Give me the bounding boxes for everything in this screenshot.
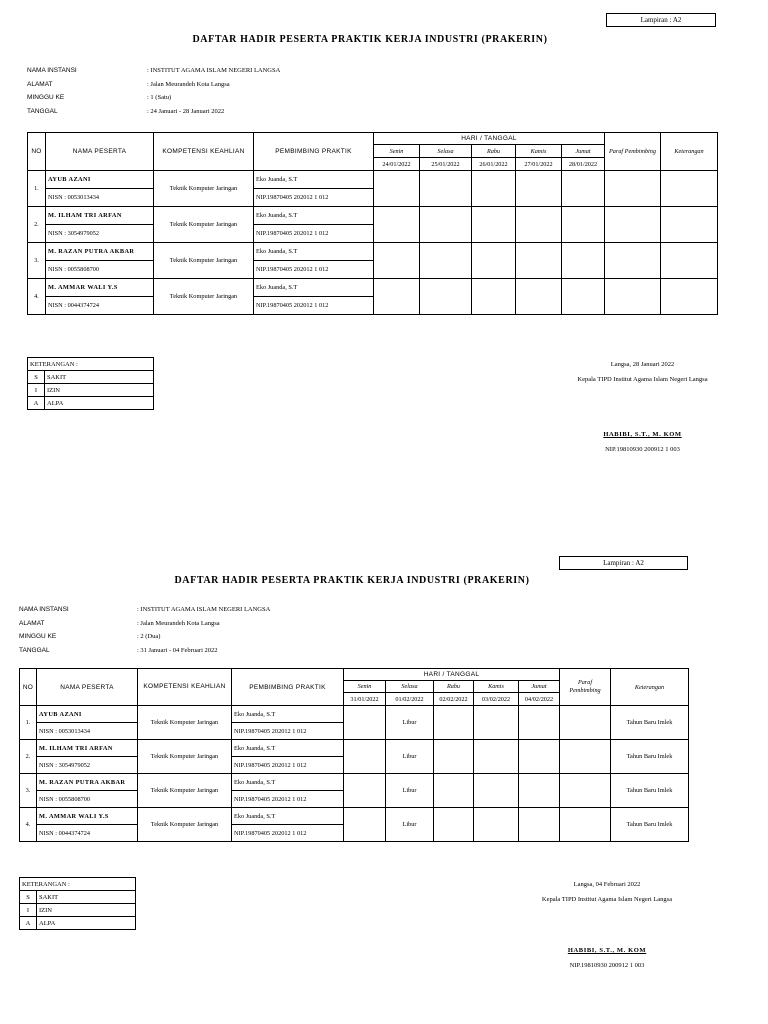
info-value: : INSTITUT AGAMA ISLAM NEGERI LANGSA — [147, 67, 281, 74]
col-keterangan: Keterangan — [661, 133, 718, 171]
participant-kompetensi: Teknik Komputer Jaringan — [138, 706, 232, 740]
place-date: Langsa, 04 Februari 2022 — [573, 881, 641, 888]
col-no: NO — [28, 133, 46, 171]
legend-code: S — [20, 891, 37, 904]
row-no: 2. — [20, 740, 37, 774]
date-header: 03/02/2022 — [474, 693, 519, 706]
date-header: 24/01/2022 — [374, 158, 420, 171]
mentor-name: Eko Juanda, S.T — [232, 808, 344, 825]
table-row — [20, 740, 689, 757]
mentor-name: Eko Juanda, S.T — [254, 207, 374, 225]
institution-info — [27, 64, 427, 118]
participant-name: M. ILHAM TRI ARFAN — [46, 207, 154, 225]
info-label: MINGGU KE — [19, 633, 57, 640]
keterangan-note: Tahun Baru Imlek — [611, 706, 689, 740]
col-hari-tanggal: HARI / TANGGAL — [374, 133, 605, 145]
col-nama: NAMA PESERTA — [46, 133, 154, 171]
date-header: 28/01/2022 — [562, 158, 605, 171]
info-value: : 24 Januari - 28 Januari 2022 — [147, 107, 225, 115]
date-header: 31/01/2022 — [344, 693, 386, 706]
participant-kompetensi: Teknik Komputer Jaringan — [138, 740, 232, 774]
participant-nisn: NISN : 0044374724 — [37, 825, 138, 842]
participant-name: AYUB AZANI — [37, 706, 138, 723]
mentor-name: Eko Juanda, S.T — [232, 706, 344, 723]
keterangan-note: Tahun Baru Imlek — [611, 774, 689, 808]
mentor-nip: NIP.19870405 202012 1 012 — [254, 297, 374, 315]
row-no: 2. — [28, 207, 46, 243]
participant-nisn: NISN : 3054979052 — [46, 225, 154, 243]
day-header: Selasa — [420, 145, 472, 158]
day-header: Senin — [374, 145, 420, 158]
table-row — [20, 808, 689, 825]
info-value: : Jalan Meurandeh Kota Langsa — [137, 619, 220, 627]
info-value: : INSTITUT AGAMA ISLAM NEGERI LANGSA — [137, 606, 271, 613]
legend-label: ALPA — [45, 397, 154, 410]
col-no: NO — [20, 669, 37, 706]
sheet-title: DAFTAR HADIR PESERTA PRAKTIK KERJA INDUSTRI (PRAKERIN) — [174, 575, 530, 586]
info-value: : Jalan Meurandeh Kota Langsa — [147, 80, 230, 88]
signer-name: HABIBI, S.T., M. KOM — [567, 947, 647, 954]
selasa-note: Libur — [386, 808, 434, 842]
participant-nisn: NISN : 0055808700 — [46, 261, 154, 279]
col-pembimbing: PEMBIMBING PRAKTIK — [254, 133, 374, 171]
legend-label: IZIN — [37, 904, 136, 917]
mentor-nip: NIP.19870405 202012 1 012 — [232, 757, 344, 774]
signer-role: Kepala TIPD Institut Agama Islam Negeri Langsa — [577, 376, 708, 383]
day-header: Kamis — [474, 681, 519, 693]
participant-name: M. RAZAN PUTRA AKBAR — [46, 243, 154, 261]
info-label: NAMA INSTANSI — [19, 606, 69, 613]
col-pembimbing: PEMBIMBING PRAKTIK — [232, 669, 344, 706]
sheet-title: DAFTAR HADIR PESERTA PRAKTIK KERJA INDUSTRI (PRAKERIN) — [192, 34, 548, 45]
legend-code: A — [28, 397, 45, 410]
row-no: 1. — [20, 706, 37, 740]
row-no: 4. — [28, 279, 46, 315]
lampiran-label: Lampiran : A2 — [559, 556, 688, 570]
mentor-nip: NIP.19870405 202012 1 012 — [254, 225, 374, 243]
place-date: Langsa, 28 Januari 2022 — [610, 361, 675, 368]
table-row — [28, 207, 718, 225]
signature-block — [512, 877, 702, 973]
participant-name: M. RAZAN PUTRA AKBAR — [37, 774, 138, 791]
day-header: Jumat — [519, 681, 560, 693]
participant-kompetensi: Teknik Komputer Jaringan — [138, 808, 232, 842]
info-label: ALAMAT — [27, 80, 53, 88]
date-header: 01/02/2022 — [386, 693, 434, 706]
row-no: 3. — [20, 774, 37, 808]
signer-role: Kepala TIPD Institut Agama Islam Negeri Langsa — [541, 896, 673, 903]
selasa-note: Libur — [386, 706, 434, 740]
day-header: Senin — [344, 681, 386, 693]
info-value: : 2 (Dua) — [137, 633, 161, 640]
keterangan-note: Tahun Baru Imlek — [611, 808, 689, 842]
info-value: : 31 Januari - 04 Februari 2022 — [137, 646, 218, 654]
selasa-note: Libur — [386, 740, 434, 774]
mentor-nip: NIP.19870405 202012 1 012 — [254, 189, 374, 207]
row-no: 1. — [28, 171, 46, 207]
legend-table — [27, 357, 154, 410]
legend-code: S — [28, 371, 45, 384]
col-kompetensi: KOMPETENSI KEAHLIAN — [154, 133, 254, 171]
mentor-name: Eko Juanda, S.T — [254, 243, 374, 261]
participant-nisn: NISN : 3054979052 — [37, 757, 138, 774]
lampiran-label: Lampiran : A2 — [606, 13, 716, 27]
legend-table — [19, 877, 136, 930]
date-header: 04/02/2022 — [519, 693, 560, 706]
mentor-name: Eko Juanda, S.T — [232, 740, 344, 757]
participant-nisn: NISN : 0044374724 — [46, 297, 154, 315]
signer-nip: NIP.19810930 200912 1 003 — [569, 962, 645, 969]
participant-name: M. AMMAR WALI Y.S — [46, 279, 154, 297]
participant-kompetensi: Teknik Komputer Jaringan — [138, 774, 232, 808]
legend-code: A — [20, 917, 37, 930]
signer-nip: NIP.19810930 200912 1 003 — [605, 446, 680, 453]
mentor-name: Eko Juanda, S.T — [254, 171, 374, 189]
mentor-name: Eko Juanda, S.T — [232, 774, 344, 791]
participant-kompetensi: Teknik Komputer Jaringan — [154, 171, 254, 207]
info-value: : 1 (Satu) — [147, 94, 172, 101]
participant-name: M. AMMAR WALI Y.S — [37, 808, 138, 825]
mentor-name: Eko Juanda, S.T — [254, 279, 374, 297]
legend-label: SAKIT — [45, 371, 154, 384]
participant-kompetensi: Teknik Komputer Jaringan — [154, 207, 254, 243]
legend-code: I — [20, 904, 37, 917]
selasa-note: Libur — [386, 774, 434, 808]
col-hari-tanggal: HARI / TANGGAL — [344, 669, 560, 681]
row-no: 4. — [20, 808, 37, 842]
info-label: MINGGU KE — [27, 94, 65, 101]
col-paraf: Paraf Pembimbing — [560, 669, 611, 706]
col-keterangan: Keterangan — [611, 669, 689, 706]
institution-info — [19, 603, 419, 657]
table-row — [28, 243, 718, 261]
col-nama: NAMA PESERTA — [37, 669, 138, 706]
legend-code: I — [28, 384, 45, 397]
attendance-table — [27, 132, 718, 315]
day-header: Jumat — [562, 145, 605, 158]
participant-nisn: NISN : 0055808700 — [37, 791, 138, 808]
participant-kompetensi: Teknik Komputer Jaringan — [154, 279, 254, 315]
date-header: 27/01/2022 — [516, 158, 562, 171]
legend-label: ALPA — [37, 917, 136, 930]
day-header: Selasa — [386, 681, 434, 693]
date-header: 26/01/2022 — [472, 158, 516, 171]
participant-name: M. ILHAM TRI ARFAN — [37, 740, 138, 757]
mentor-nip: NIP.19870405 202012 1 012 — [232, 723, 344, 740]
col-paraf: Paraf Pembimbing — [605, 133, 661, 171]
participant-nisn: NISN : 0053013434 — [37, 723, 138, 740]
row-no: 3. — [28, 243, 46, 279]
day-header: Kamis — [516, 145, 562, 158]
mentor-nip: NIP.19870405 202012 1 012 — [232, 825, 344, 842]
info-label: ALAMAT — [19, 619, 45, 627]
mentor-nip: NIP.19870405 202012 1 012 — [254, 261, 374, 279]
table-row — [20, 774, 689, 791]
keterangan-note: Tahun Baru Imlek — [611, 740, 689, 774]
participant-nisn: NISN : 0053013434 — [46, 189, 154, 207]
attendance-table — [19, 668, 689, 842]
table-row — [28, 171, 718, 189]
table-row — [20, 706, 689, 723]
col-kompetensi: KOMPETENSI KEAHLIAN — [138, 669, 232, 706]
date-header: 25/01/2022 — [420, 158, 472, 171]
legend-title: KETERANGAN : — [28, 358, 154, 371]
info-label: TANGGAL — [19, 646, 50, 654]
legend-label: IZIN — [45, 384, 154, 397]
day-header: Rabu — [434, 681, 474, 693]
day-header: Rabu — [472, 145, 516, 158]
info-label: TANGGAL — [27, 107, 58, 115]
table-row — [28, 279, 718, 297]
participant-name: AYUB AZANI — [46, 171, 154, 189]
legend-label: SAKIT — [37, 891, 136, 904]
legend-title: KETERANGAN : — [20, 878, 136, 891]
participant-kompetensi: Teknik Komputer Jaringan — [154, 243, 254, 279]
mentor-nip: NIP.19870405 202012 1 012 — [232, 791, 344, 808]
date-header: 02/02/2022 — [434, 693, 474, 706]
signature-block — [540, 357, 745, 457]
signer-name: HABIBI, S.T., M. KOM — [603, 431, 682, 438]
info-label: NAMA INSTANSI — [27, 67, 77, 74]
